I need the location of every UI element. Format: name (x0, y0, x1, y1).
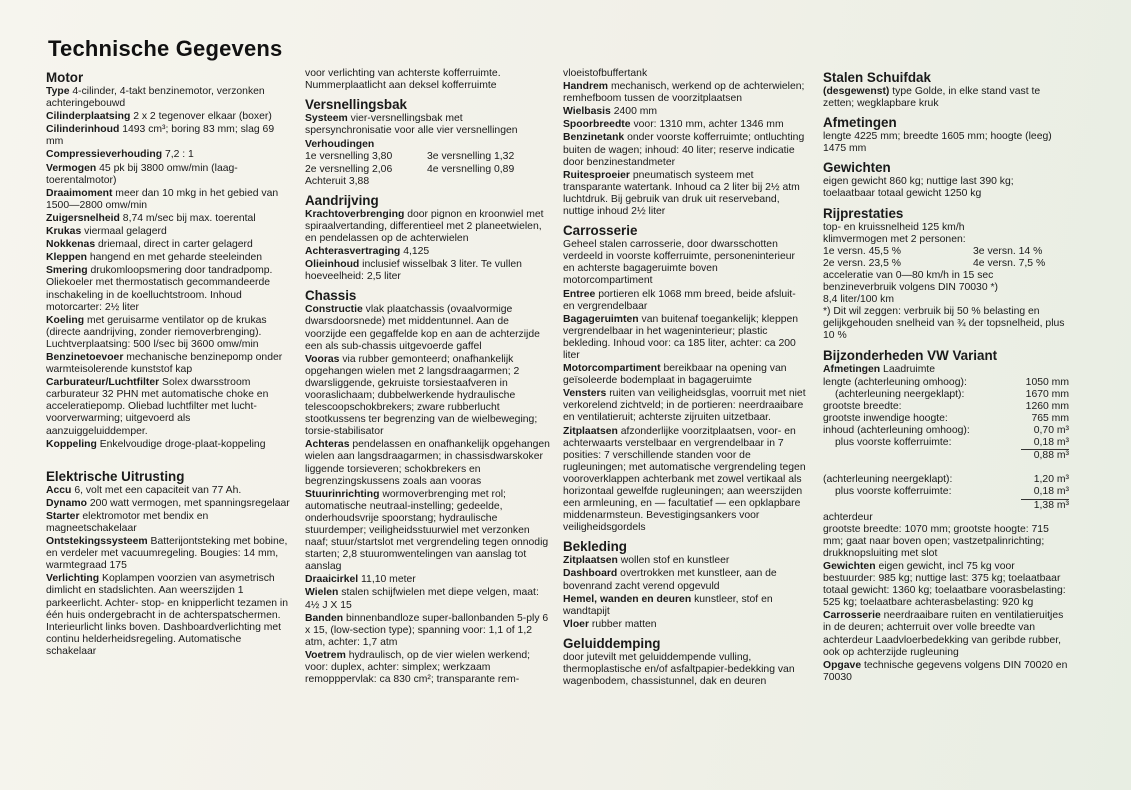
spec-item (46, 498, 292, 510)
spec-value: door pignon en kroonwiel met spiraalvertanding, differentieel met 2 planeetwielen, en pendelassen op de achterwielen (305, 208, 544, 244)
spec-key: Type (46, 86, 70, 97)
spec-value: type Golde, in elke stand vast te zetten; wegklapbare kruk (823, 86, 1041, 110)
spec-key: Afmetingen (823, 363, 881, 375)
spec-item (46, 86, 292, 110)
spec-key: Verlichting (46, 573, 100, 585)
spec-value: 6, volt met een capaciteit van 77 Ah. (74, 484, 242, 496)
spec-item (563, 132, 808, 168)
spec-item (563, 388, 808, 424)
spec-value: drukomloopsmering door tandradpomp. Oliekoeler met thermostatisch gecommandeerde inschakeling in de koelluchtstroom. Inhoud motorcarter: 2½ liter (46, 265, 273, 313)
spec-item (563, 619, 808, 631)
gear-ratio: 4e versnelling 0,89 (427, 163, 515, 175)
spec-value: overtrokken met kunstleer, aan de bovenrand zacht verend opgevuld (563, 568, 777, 592)
spec-value: Enkelvoudige droge-plaat-koppeling (99, 438, 266, 450)
gear-ratio (427, 176, 550, 188)
spec-value: Solex dwarsstroom carburateur 32 PHN met automatische choke en acceleratiepomp. Oliebad luchtfilter met lucht-voorverwarming; uitgevoerd als aanzuiggeluiddemper. (46, 377, 269, 437)
chassis-continued-list (563, 81, 808, 218)
spec-value: pneumatisch systeem met transparante watertank. Inhoud ca 2 liter bij 2½ atm luchtdruk. Bij gebruik van druk uit reserveband, nuttige inhoud 2½ liter (563, 169, 800, 218)
laadruimte-value: 1260 mm (1025, 400, 1069, 412)
section-heading-afmetingen: Afmetingen (823, 115, 897, 131)
spec-value: Koplampen voorzien van asymetrisch dimlicht en stadslichten. Aan weerszijden 1 parkeerlicht. Achter- stop- en knipperlicht tezamen in één huis ondergebracht in de achterspatschermen. Interieurlicht links boven. Dashboardverlichting met continu helderheidsregeling. Automatische schakelaar (46, 573, 288, 657)
spec-value: ruiten van veiligheidsglas, voorruit met niet verkorelend zichtveld; in de portieren: neerdraaibare en ventilatieruit; achterste zijruiten uitzetbaar. (563, 388, 806, 424)
gear-ratio: 1e versnelling 3,80 (305, 151, 393, 163)
spec-key: Motorcompartiment (563, 363, 661, 375)
rijprestaties-line: benzineverbruik volgens DIN 70030 *) (823, 282, 999, 294)
spec-key: Entree (563, 288, 596, 300)
gear-ratios-table (305, 151, 550, 187)
laadruimte-label: plus voorste kofferruimte: (835, 437, 952, 449)
laadruimte-label: inhoud (achterleuning omhoog): (823, 424, 970, 436)
spec-item (46, 149, 292, 161)
gear-ratio: 2e versnelling 2,06 (305, 163, 393, 175)
spec-key: Ruitesproeier (563, 169, 630, 181)
spec-value: hydraulisch, op de vier wielen werkend; voor: duplex, achter: simplex; werkzaam remopppervlak: ca 830 cm²; transparante rem- (305, 649, 531, 686)
spec-key: Starter (46, 510, 80, 522)
spec-item (563, 81, 808, 105)
spec-item (46, 239, 292, 251)
climb-value: 1e versn. 45,5 % (823, 245, 901, 257)
spec-value: bereikbaar na opening van geïsoleerde bodemplaat in bagageruimte (563, 363, 787, 387)
spec-value: mechanisch, werkend op de achterwielen; remhefboom tussen de voorzitplaatsen (563, 81, 805, 105)
spec-key: Opgave (823, 659, 862, 671)
continued-text: voor verlichting van achterste kofferruimte. Nummerplaatlicht aan deksel kofferruimte (305, 68, 501, 92)
spec-key: Vloer (563, 618, 589, 630)
afmetingen-text: lengte 4225 mm; breedte 1605 mm; hoogte (leeg) 1475 mm (823, 131, 1052, 155)
spec-item (823, 561, 1068, 609)
spec-key: Benzinetoevoer (46, 351, 124, 363)
spec-value: 2 x 2 tegenover elkaar (boxer) (133, 111, 272, 123)
spec-key: Achterasvertraging (305, 246, 401, 258)
spec-value: viermaal gelagerd (84, 226, 167, 238)
spec-key: Nokkenas (46, 239, 96, 251)
spec-value: 4,125 (403, 246, 430, 258)
spec-item (46, 377, 292, 437)
rijprestaties-line: acceleratie van 0—80 km/h in 15 sec (823, 269, 994, 281)
spec-item (46, 485, 292, 497)
spec-key: Voetrem (305, 649, 346, 661)
spec-key: Vermogen (46, 162, 97, 174)
spec-key: Vensters (563, 388, 607, 400)
versnellingsbak-list (305, 113, 550, 137)
spec-key: Carrosserie (823, 610, 881, 622)
spec-key: Handrem (563, 81, 609, 93)
section-heading-schuifdak: Stalen Schuifdak (823, 70, 931, 85)
carrosserie-intro: Geheel stalen carrosserie, door dwarsschotten verdeeld in voorste kofferruimte, personeninterieur en achterste bagageruimte boven motorcompartiment (563, 239, 795, 287)
spec-value: pendelassen en onafhankelijk opgehangen wielen aan langsdraagarmen; in chassisdwarskoker liggende torsieveren; schokbrekers en begrenzingskussens zoals aan vooras (305, 439, 550, 487)
spec-key: Carburateur/Luchtfilter (46, 377, 160, 389)
motor-list (46, 86, 292, 451)
section-heading-bijzonderheden: Bijzonderheden VW Variant (823, 347, 998, 363)
section-heading-elektrisch: Elektrische Uitrusting (46, 468, 185, 484)
section-heading-motor: Motor (46, 70, 84, 85)
spec-item (46, 573, 292, 658)
spec-item (305, 489, 550, 574)
spec-key: Spoorbreedte (563, 119, 631, 131)
spec-value: onder voorste kofferruimte; ontluchting buiten de wagen; inhoud: 40 liter; reserve indicatie door benzinestandmeter (563, 132, 805, 168)
spec-value: voor: 1310 mm, achter 1346 mm (633, 119, 784, 131)
spec-item (305, 354, 550, 439)
spec-key: Gewichten (823, 561, 876, 572)
laadruimte-sum: 0,88 m³ (1021, 449, 1069, 462)
spec-value: 8,74 m/sec bij max. toerental (122, 212, 256, 224)
spec-item (46, 163, 292, 187)
column-2 (305, 68, 550, 687)
section-heading-gewichten: Gewichten (823, 160, 891, 176)
spec-value: kunstleer, stof en wandtapijt (563, 593, 773, 617)
spec-key: Krachtoverbrenging (305, 208, 405, 220)
spec-key: Wielbasis (563, 106, 611, 118)
laadruimte-label: grootste breedte: (823, 400, 902, 412)
page-title: Technische Gegevens (48, 36, 283, 61)
spec-value: Batterijontsteking met bobine, en verdeler met vacuumregeling. Bougies: 14 mm, warmtegraad 175 (46, 536, 288, 572)
spec-item (563, 289, 808, 313)
spec-item (46, 265, 292, 313)
spec-item (46, 439, 292, 451)
laadruimte-label: lengte (achterleuning omhoog): (823, 376, 967, 388)
climb-table (823, 246, 1068, 270)
gewichten-text: eigen gewicht 860 kg; nuttige last 390 kg; toelaatbaar totaal gewicht 1250 kg (823, 176, 1014, 200)
column-3 (563, 68, 808, 689)
laadruimte-value: 0,18 m³ (1033, 486, 1069, 498)
spec-key: Kleppen (46, 252, 87, 264)
spec-value: van buitenaf toegankelijk; kleppen vergrendelbaar in het wageninterieur; plastic bekleding. Inhoud voor: ca 185 liter, achter: ca 200 liter (563, 313, 799, 361)
spec-item (305, 304, 550, 352)
spec-key: Dashboard (563, 568, 618, 580)
spec-value: elektromotor met bendix en magneetschakelaar (46, 510, 209, 534)
spec-key: Achteras (305, 439, 350, 451)
spec-key: Draaicirkel (305, 574, 359, 586)
subheading-verhoudingen: Verhoudingen (305, 139, 375, 151)
laadruimte-table (823, 377, 1068, 512)
spec-item (563, 555, 808, 567)
laadruimte-label (823, 449, 1021, 462)
spec-value: afzonderlijke voorzitplaatsen, voor- en achterwaarts verstelbaar en vergrendelbaar in 7 posities: 7 verschillende standen voor de rugleuningen; met automatische vergrendeling tegen vooroverklappen achterbank met zowel vertikaal als horizontaal gewelfde rugleuningen; aan weerszijden een armleuning, en — facultatief — een opklapbare middenarmsteun. Bevestigingsankers voor veiligheidsgordels (563, 425, 806, 534)
spec-key: Benzinetank (563, 132, 625, 144)
achterdeur-label: achterdeur (823, 511, 873, 523)
spec-item (563, 594, 808, 618)
spec-value: vlak plaatchassis (ovaalvormige dwarsdoorsnede) met middentunnel. Aan de voorzijde een gegaffelde kop en aan de achterzijde een als sub-chassis uitgevoerde gaffel (305, 304, 540, 352)
laadruimte-value (1021, 462, 1069, 474)
spec-key: Zitplaatsen (563, 555, 618, 567)
spec-value: 11,10 meter (361, 574, 416, 586)
section-heading-chassis: Chassis (305, 288, 357, 304)
rijprestaties-note: *) Dit wil zeggen: verbruik bij 50 % belasting en gelijkgehouden snelheid van ¾ der topsnelheid, plus 10 % (823, 306, 1065, 342)
spec-value: wormoverbrenging met rol; automatische neutraal-instelling; gedeelde, onderhoudsvrije spoorstang; hydraulische stuurdemper; veiligheidsstuurwiel met verzonken naaf; stuur/startslot met vergrendeling tegen onnodig starten; 2,8 stuuromwentelingen van aanslag tot aanslag (305, 488, 549, 573)
spec-item (46, 124, 292, 148)
spec-item (563, 106, 808, 118)
spec-value: eigen gewicht, incl 75 kg voor bestuurder: 985 kg; nuttige last: 375 kg; toelaatbaar totaal gewicht: 1360 kg; toelaatbare voorasbelasting: 525 kg; toelaatbare achterasbelasting: 920 kg (823, 561, 1066, 609)
variant-afmetingen (823, 364, 1068, 376)
laadruimte-label (823, 462, 1021, 474)
spec-item (305, 113, 550, 137)
spec-value: Laadruimte (883, 363, 936, 375)
spec-value: binnenbandloze super-ballonbanden 5-ply 6 x 15, (low-section type); spanning voor: 1,1 of 1,2 atm, achter: 1,7 atm (305, 612, 549, 648)
gear-ratio: Achteruit 3,88 (305, 175, 370, 187)
spec-value: meer dan 10 mkg in het gebied van 1500—2800 omw/min (46, 187, 279, 211)
spec-item (46, 188, 292, 212)
spec-key: Ontstekingssysteem (46, 536, 148, 548)
geluiddemping-text: door jutevilt met geluiddempende vulling, thermoplastische en/of asfaltpapier-bedekking van wagenbodem, chassistunnel, dak en deuren (563, 651, 795, 688)
rijprestaties-line: 8,4 liter/100 km (823, 294, 895, 306)
laadruimte-value: 1050 mm (1025, 376, 1069, 388)
laadruimte-value: 1,20 m³ (1033, 474, 1069, 486)
spec-item (305, 587, 550, 611)
spec-item (46, 315, 292, 351)
spec-value: 200 watt vermogen, met spanningsregelaar (89, 497, 290, 509)
spec-key: Dynamo (46, 497, 87, 509)
spec-value: 7,2 : 1 (164, 149, 194, 161)
spec-key: Systeem (305, 113, 348, 125)
spec-item (563, 170, 808, 218)
section-heading-geluiddemping: Geluiddemping (563, 635, 661, 651)
laadruimte-value: 1670 mm (1025, 388, 1069, 400)
spacer (46, 452, 292, 464)
spec-value: via rubber gemonteerd; onafhankelijk opgehangen wielen met 2 langsdraagarmen; 2 dwarsliggende, gekruiste torsiestaafveren in vooraslichaam; dubbelwerkende hydraulische telescoopschokbrekers; zware rubberlucht stootkussens ter begrenzing van de wielbeweging; torsie-stabilisator (305, 353, 538, 438)
spec-key: Hemel, wanden en deuren (563, 593, 692, 605)
spec-value: vier-versnellingsbak met spersynchronisatie voor alle vier versnellingen (305, 113, 518, 137)
spec-item (563, 363, 808, 387)
chassis-list (305, 304, 550, 686)
spec-value: stalen schijfwielen met diepe velgen, maat: 4½ J X 15 (305, 587, 539, 611)
spec-key: Banden (305, 612, 344, 624)
spec-item (46, 111, 292, 123)
spec-value: mechanische benzinepomp onder warmteisolerende kunststof kap (46, 351, 283, 376)
spec-key: Bagageruimten (563, 313, 639, 325)
rijprestaties-line: top- en kruissnelheid 125 km/h (823, 221, 965, 233)
section-heading-bekleding: Bekleding (563, 539, 627, 555)
spec-value: neerdraaibare ruiten en ventilatieruitjes in de deuren; achterruit over volle breedte van achterdeur Laadvloerbedekking van geribde rubber, ook op achterzijde rugleuning (823, 610, 1064, 658)
laadruimte-label (823, 499, 1021, 512)
spec-key: Olieinhoud (305, 259, 360, 271)
spec-item (305, 439, 550, 487)
spec-value: 4-cilinder, 4-takt benzinemotor, verzonken achteringebouwd (46, 86, 265, 110)
spec-item (46, 511, 292, 535)
spec-item (305, 246, 550, 258)
spec-value: met geruisarme ventilator op de krukas (directe aandrijving, zonder riemoverbrenging). Luchtverplaatsing: 500 l/sec bij 3600 omw/min (46, 314, 267, 350)
spec-item (305, 209, 550, 245)
spec-item (823, 610, 1068, 658)
spec-value: driemaal, direct in carter gelagerd (97, 239, 253, 251)
spec-key: Zuigersnelheid (46, 212, 120, 224)
spec-value: 2400 mm (613, 106, 658, 118)
spec-key: Koppeling (46, 438, 97, 450)
spec-item (823, 660, 1068, 684)
spec-item (563, 119, 808, 131)
elektrisch-list (46, 485, 292, 658)
spec-item (305, 574, 550, 586)
laadruimte-label: grootste inwendige hoogte: (823, 412, 948, 424)
climb-value: 3e versn. 14 % (973, 245, 1043, 257)
section-heading-versnellingsbak: Versnellingsbak (305, 97, 407, 113)
aandrijving-list (305, 209, 550, 284)
spec-item (305, 259, 550, 283)
spec-value: rubber matten (591, 618, 657, 630)
carrosserie-list (563, 289, 808, 535)
section-heading-aandrijving: Aandrijving (305, 192, 379, 208)
spec-value: hangend en met geharde steeleinden (89, 252, 263, 264)
spec-item (46, 213, 292, 225)
laadruimte-label: (achterleuning neergeklapt): (835, 388, 965, 400)
spec-key: Cilinderplaatsing (46, 111, 131, 123)
schuifdak-item (823, 86, 1068, 110)
spec-value: 1493 cm³; boring 83 mm; slag 69 mm (46, 124, 275, 148)
spec-value: portieren elk 1068 mm breed, beide afsluit- en vergrendelbaar (563, 288, 796, 312)
spec-item (46, 536, 292, 572)
spec-item (46, 226, 292, 238)
laadruimte-value: 765 mm (1031, 412, 1069, 424)
section-heading-rijprestaties: Rijprestaties (823, 205, 904, 221)
spec-value: 45 pk bij 3800 omw/min (laag-toerentalmotor) (46, 162, 238, 186)
spec-key: Koeling (46, 314, 85, 326)
spec-item (563, 426, 808, 535)
laadruimte-value: 0,18 m³ (1033, 437, 1069, 449)
bekleding-list (563, 555, 808, 631)
column-1 (46, 68, 292, 659)
spec-item (46, 352, 292, 376)
gear-ratio: 3e versnelling 1,32 (427, 151, 515, 163)
rijprestaties-line: klimvermogen met 2 personen: (823, 233, 966, 245)
spec-key: Vooras (305, 353, 340, 365)
spec-key: Krukas (46, 226, 82, 238)
spec-key: Compressieverhouding (46, 149, 163, 161)
spec-key: Accu (46, 484, 72, 496)
spec-key: Stuurinrichting (305, 488, 380, 500)
laadruimte-sum: 1,38 m³ (1021, 499, 1069, 512)
spec-item (46, 252, 292, 264)
spec-item (563, 314, 808, 362)
spec-key: Cilinderinhoud (46, 124, 120, 136)
climb-value: 2e versn. 23,5 % (823, 257, 901, 269)
variant-list (823, 561, 1068, 684)
spec-key: (desgewenst) (823, 86, 890, 97)
spec-value: inclusief wisselbak 3 liter. Te vullen hoeveelheid: 2,5 liter (305, 259, 522, 283)
spec-item (305, 613, 550, 649)
climb-value: 4e versn. 7,5 % (973, 257, 1046, 269)
spec-key: Smering (46, 265, 88, 277)
spec-item (563, 568, 808, 592)
spec-value: wollen stof en kunstleer (620, 555, 730, 567)
section-heading-carrosserie: Carrosserie (563, 223, 638, 239)
spec-item (305, 650, 550, 686)
achterdeur-text: grootste breedte: 1070 mm; grootste hoogte: 715 mm; gaat naar boven open; vastzetpalinrichting; drukknopsluiting met slot (823, 523, 1049, 559)
laadruimte-label: plus voorste kofferruimte: (835, 486, 952, 498)
laadruimte-value: 0,70 m³ (1033, 424, 1069, 436)
spec-key: Zitplaatsen (563, 425, 618, 437)
continued-text: vloeistofbuffertank (563, 68, 648, 79)
column-4 (823, 68, 1068, 685)
laadruimte-label: (achterleuning neergeklapt): (823, 474, 953, 486)
spec-key: Wielen (305, 587, 339, 599)
spec-key: Draaimoment (46, 187, 113, 199)
spec-key: Constructie (305, 304, 363, 316)
spec-value: technische gegevens volgens DIN 70020 en 70030 (823, 659, 1068, 683)
